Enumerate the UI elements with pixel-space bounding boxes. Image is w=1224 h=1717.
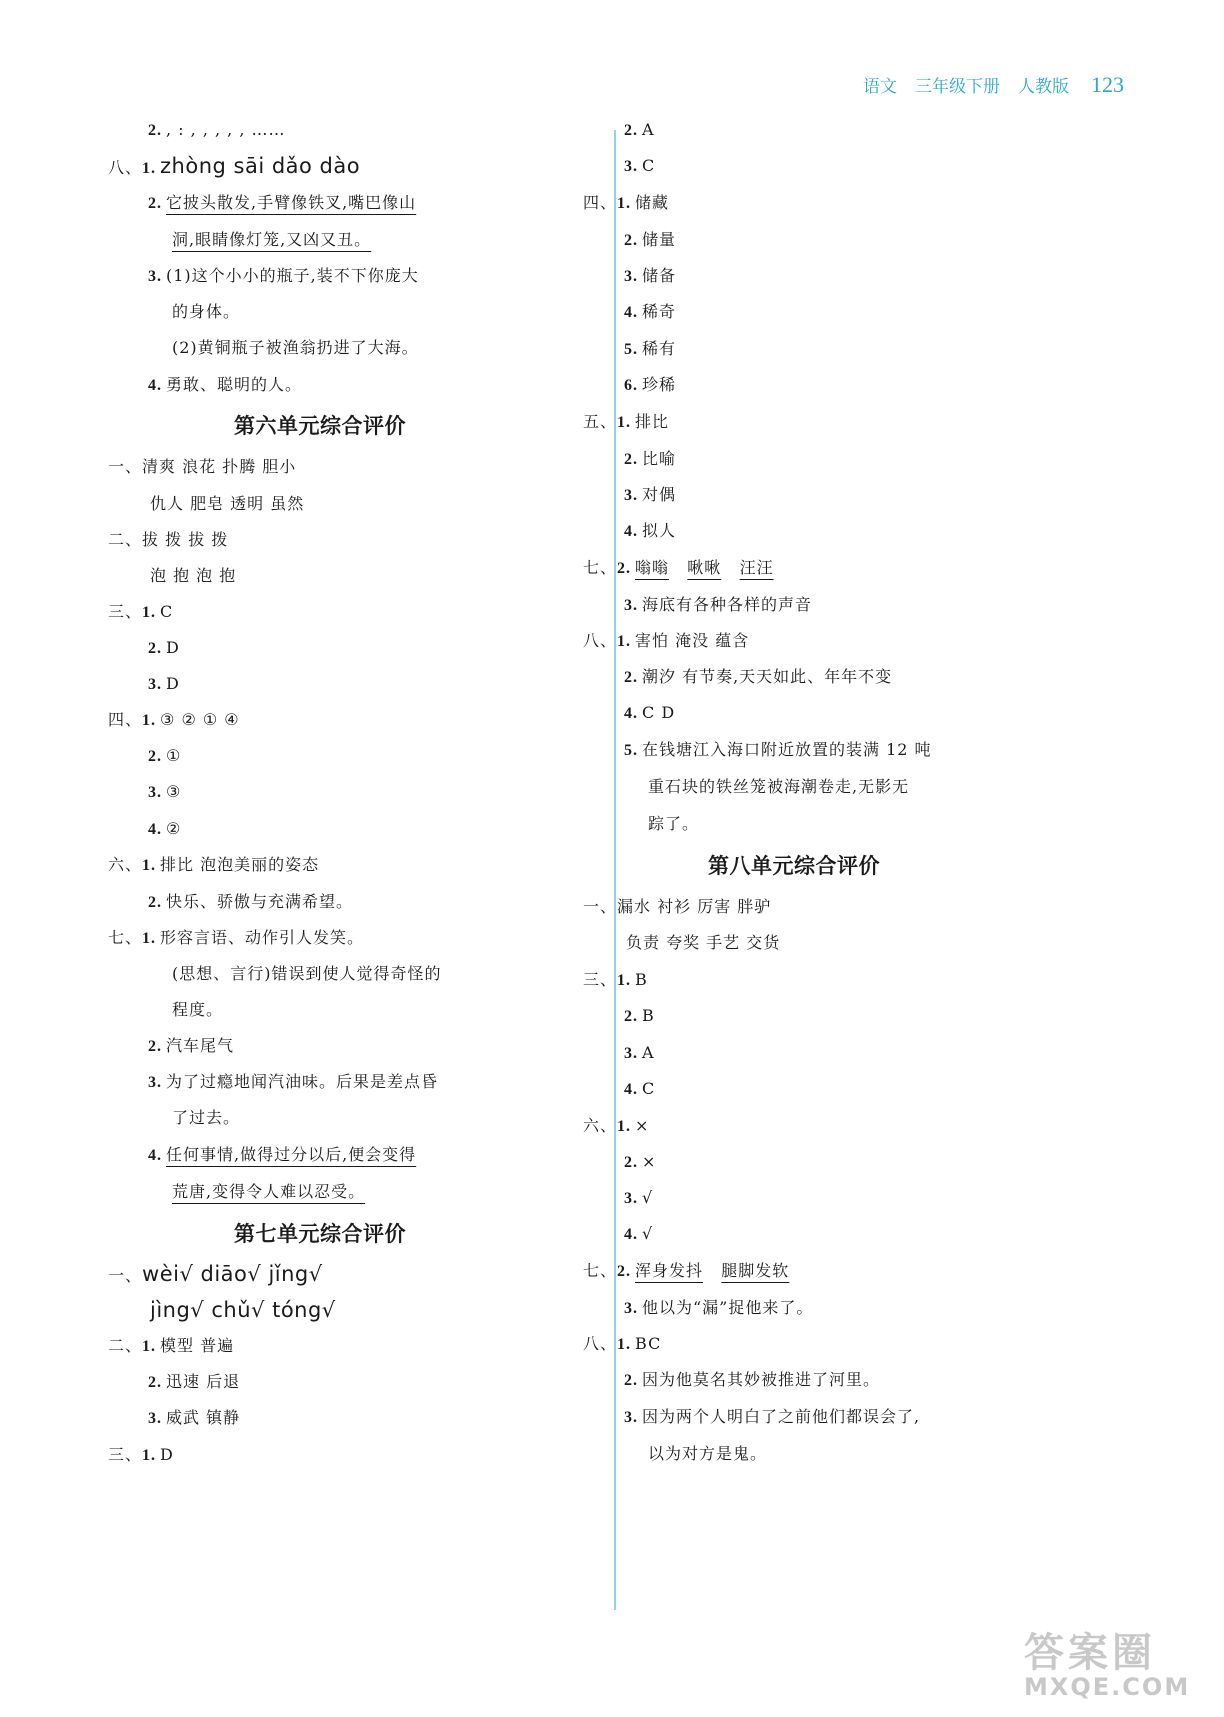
answer-line: 2. A (624, 120, 655, 139)
answer-line: 5. 稀有 (624, 339, 677, 358)
answer-line: 四、1. 储藏 (583, 193, 670, 212)
column-divider (614, 130, 616, 1610)
answer-line: 3. A (624, 1043, 655, 1062)
answer-line: 2. 比喻 (624, 449, 677, 468)
answer-line: 3. 因为两个人明白了之前他们都误会了, (624, 1407, 921, 1426)
answer-line: 负责 夸奖 手艺 交货 (626, 933, 781, 952)
subject-label: 语文 (863, 77, 897, 97)
section-title-unit7: 第七单元综合评价 (234, 1222, 406, 1246)
answer-line: 4. 稀奇 (624, 302, 677, 321)
answer-line: 3. 对偶 (624, 485, 677, 504)
answer-line: 五、1. 排比 (583, 412, 670, 431)
answer-line: 以为对方是鬼。 (648, 1444, 768, 1463)
answer-line: 3. 储备 (624, 266, 677, 285)
answer-line: 3. 海底有各种各样的声音 (624, 595, 813, 614)
answer-line: 三、1. C (108, 602, 174, 621)
answer-line: 的身体。 (172, 302, 241, 321)
page-number: 123 (1091, 72, 1124, 97)
answer-line: 2. × (624, 1152, 657, 1171)
answer-line: 3. D (148, 674, 180, 693)
answer-line: 3. √ (624, 1188, 654, 1207)
answer-line: 四、1. ③ ② ① ④ (108, 710, 240, 729)
answer-line: 三、1. B (583, 970, 648, 989)
answer-line: 4. 勇敢、聪明的人。 (148, 375, 303, 394)
answer-line: 一、wèi√ diāo√ jǐng√ (108, 1262, 323, 1286)
answer-line: 程度。 (172, 1000, 224, 1019)
answer-line: 3. 威武 镇静 (148, 1408, 241, 1427)
answer-line: 一、清爽 浪花 扑腾 胆小 (108, 457, 297, 476)
answer-line: 4. C (624, 1079, 656, 1098)
answer-line: 3. C (624, 156, 656, 175)
answer-line: 2. B (624, 1006, 655, 1025)
answer-line: 踪了。 (648, 814, 700, 833)
answer-line: 荒唐,变得令人难以忍受。 (172, 1182, 366, 1201)
answer-line: 仇人 肥皂 透明 虽然 (150, 494, 305, 513)
answer-line: 4. √ (624, 1224, 654, 1243)
answer-line: 4. 拟人 (624, 521, 677, 540)
answer-line: 4. 任何事情,做得过分以后,便会变得 (148, 1145, 417, 1164)
answer-line: (思想、言行)错误到使人觉得奇怪的 (172, 964, 442, 983)
answer-line: 六、1. 排比 泡泡美丽的姿态 (108, 855, 320, 874)
section-title-unit6: 第六单元综合评价 (234, 414, 406, 438)
answer-line: 六、1. × (583, 1116, 650, 1135)
answer-line: 重石块的铁丝笼被海潮卷走,无影无 (648, 777, 910, 796)
answer-line: 3. (1)这个小小的瓶子,装不下你庞大 (148, 266, 419, 285)
answer-line: 2. 它披头散发,手臂像铁叉,嘴巴像山 (148, 193, 417, 212)
answer-line: 5. 在钱塘江入海口附近放置的装满 12 吨 (624, 740, 932, 759)
answer-line: 2. D (148, 638, 180, 657)
answer-line: 4. C D (624, 703, 676, 722)
answer-line: 二、1. 模型 普遍 (108, 1336, 235, 1355)
section-title-unit8: 第八单元综合评价 (708, 854, 880, 878)
grade-label: 三年级下册 (915, 77, 1000, 97)
answer-line: 2. ① (148, 746, 182, 765)
answer-line: 八、1. BC (583, 1334, 662, 1353)
answer-line: 2. 储量 (624, 230, 677, 249)
answer-line: 2. 快乐、骄傲与充满希望。 (148, 892, 354, 911)
answer-line: 七、1. 形容言语、动作引人发笑。 (108, 928, 365, 947)
answer-line: 3. 为了过瘾地闻汽油味。后果是差点昏 (148, 1072, 439, 1091)
answer-line: 泡 抱 泡 抱 (150, 566, 237, 585)
answer-line: 一、漏水 衬衫 厉害 胖驴 (583, 897, 772, 916)
edition-label: 人教版 (1018, 77, 1069, 97)
answer-line: 二、拔 拨 拔 拨 (108, 530, 229, 549)
answer-line: 八、1. zhòng sāi dǎo dào (108, 154, 361, 178)
answer-line: 6. 珍稀 (624, 375, 677, 394)
page-header (863, 72, 1124, 98)
answer-line: 七、2. 嗡嗡 啾啾 汪汪 (583, 558, 774, 577)
answer-line: 3. 他以为“漏”捉他来了。 (624, 1298, 814, 1317)
answer-line: 2. 潮汐 有节奏,天天如此、年年不变 (624, 667, 893, 686)
answer-line: 八、1. 害怕 淹没 蕴含 (583, 631, 750, 650)
answer-line: 4. ② (148, 819, 182, 838)
answer-line: (2)黄铜瓶子被渔翁扔进了大海。 (172, 338, 419, 357)
answer-line: 2. 汽车尾气 (148, 1036, 235, 1055)
answer-line: 2. , : , , , , , …… (148, 120, 286, 139)
answer-line: 2. 迅速 后退 (148, 1372, 241, 1391)
answer-line: 七、2. 浑身发抖 腿脚发软 (583, 1261, 790, 1280)
answer-line: 洞,眼睛像灯笼,又凶又丑。 (172, 230, 372, 249)
watermark-logo: 答案圈 MXQE.COM (1024, 1630, 1191, 1701)
answer-line: 3. ③ (148, 782, 182, 801)
answer-line: jìng√ chǔ√ tóng√ (150, 1298, 336, 1322)
answer-line: 2. 因为他莫名其妙被推进了河里。 (624, 1370, 881, 1389)
answer-line: 三、1. D (108, 1445, 174, 1464)
answer-line: 了过去。 (172, 1108, 241, 1127)
